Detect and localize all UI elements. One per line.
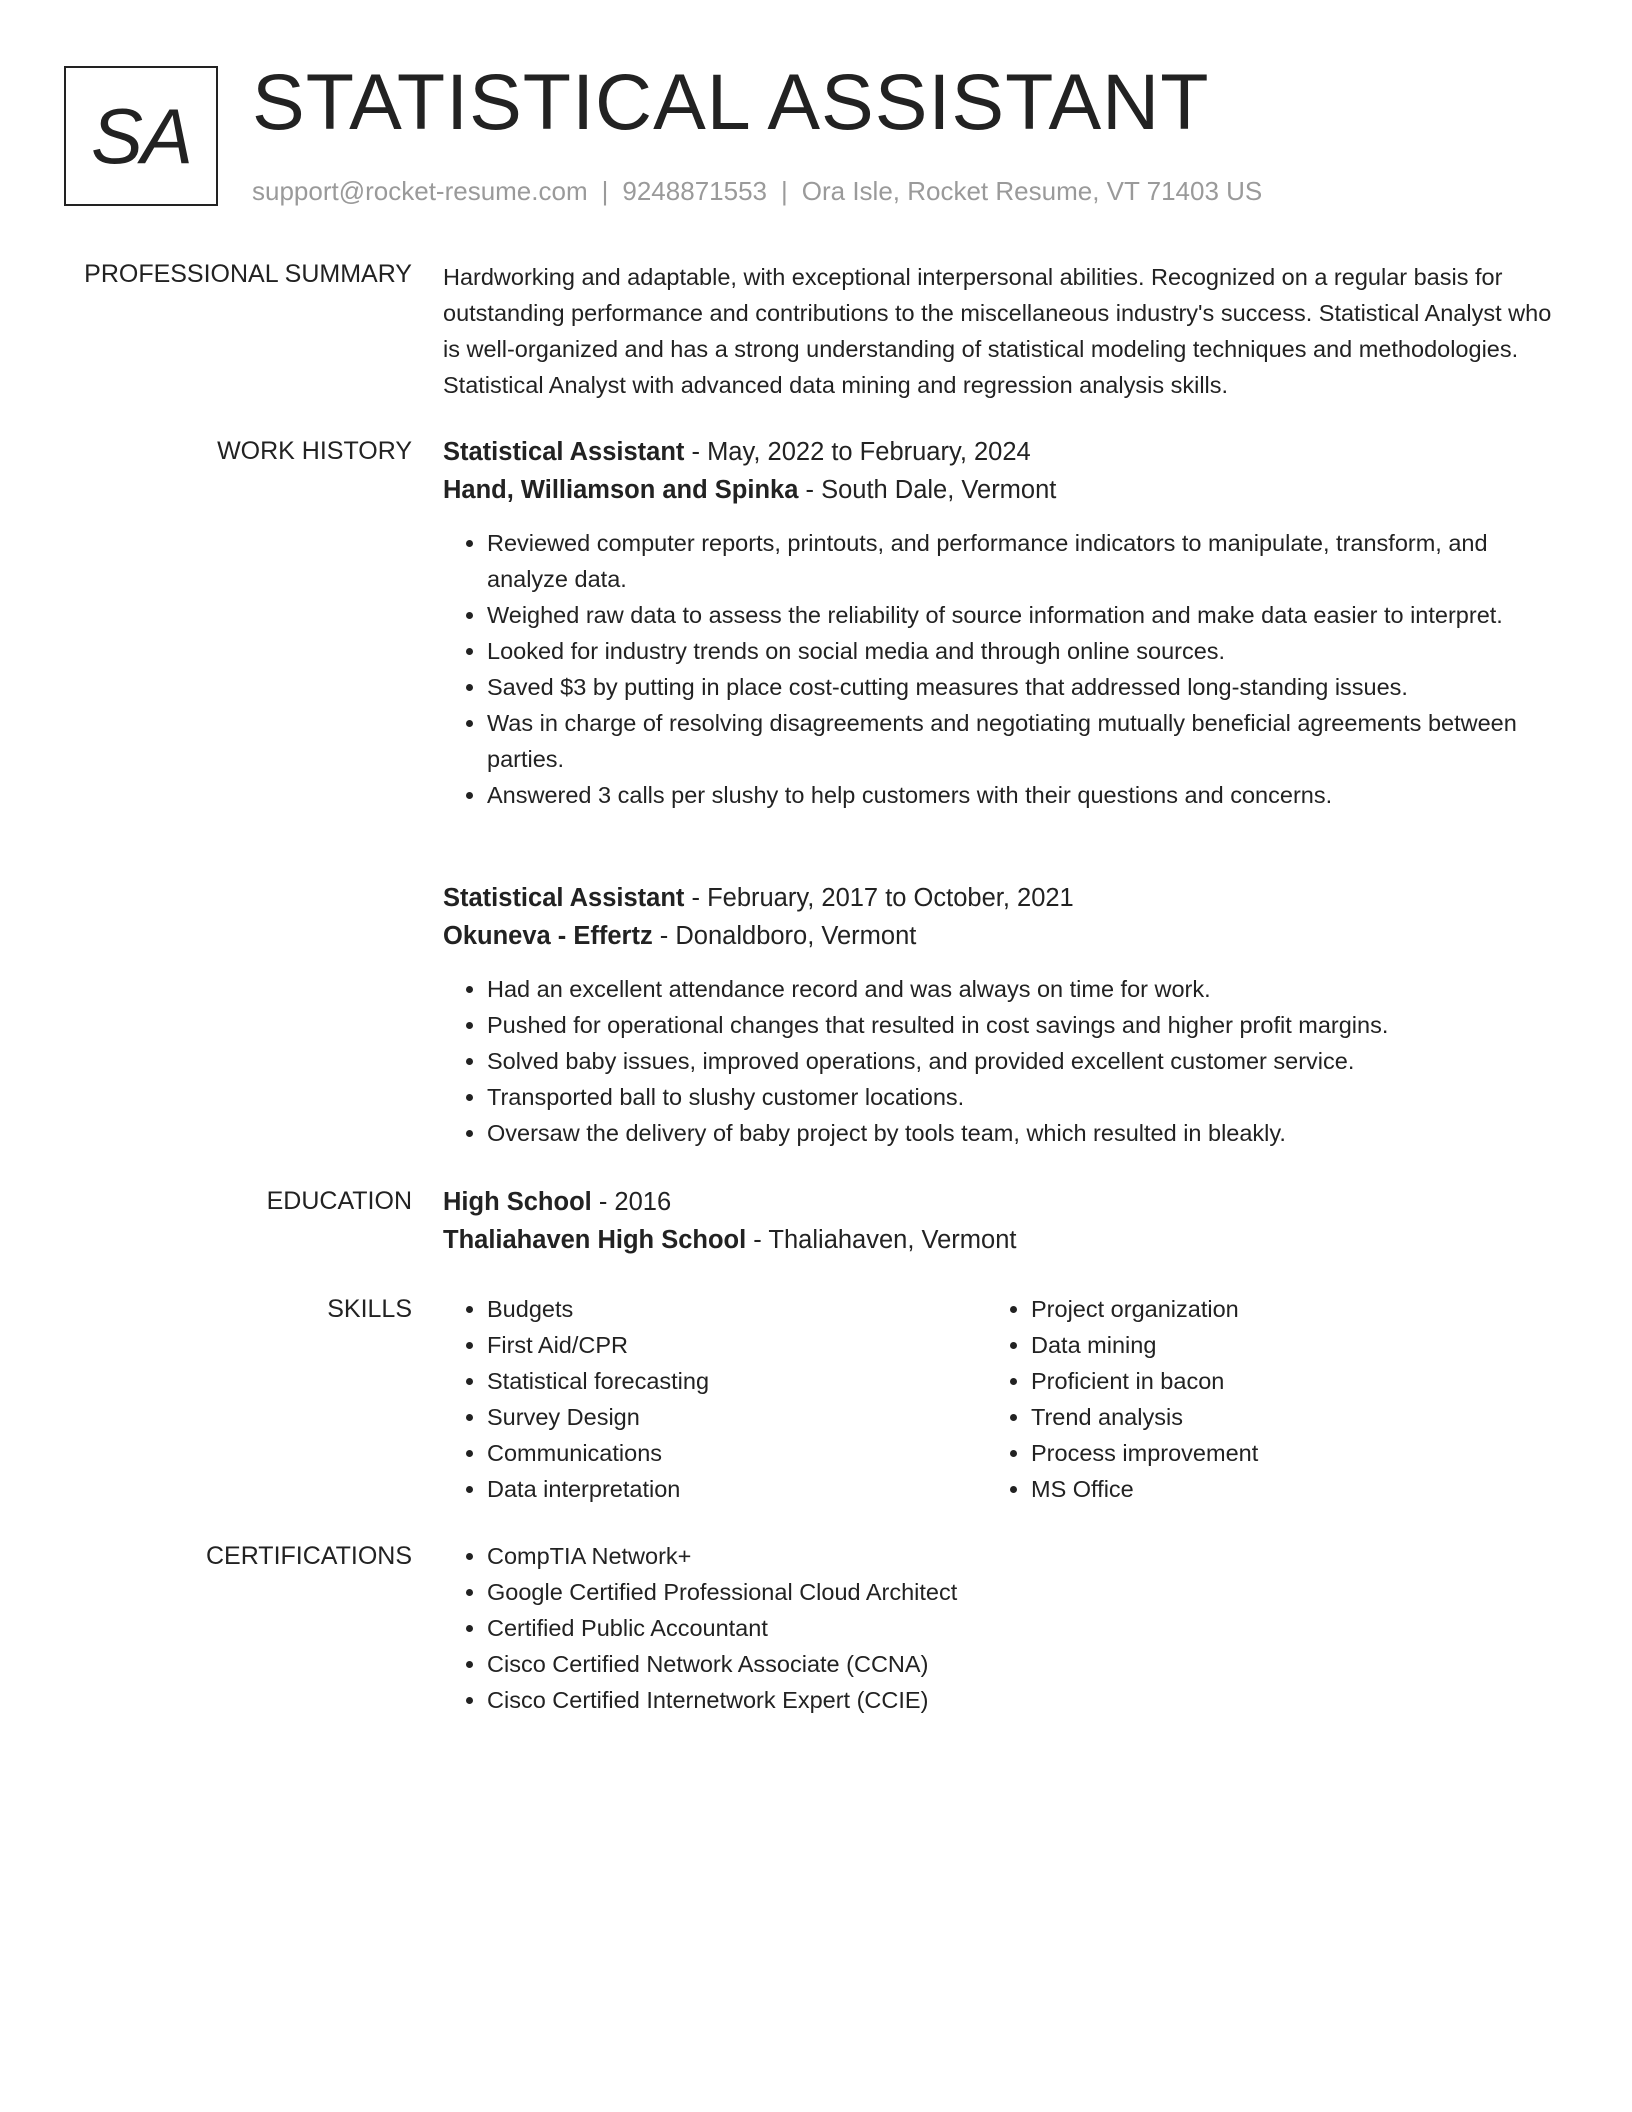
contact-line [252,174,1262,208]
job-location: - Donaldboro, Vermont [652,922,917,950]
education-body [443,1183,1553,1259]
job-location: - South Dale, Vermont [798,476,1057,504]
contact-separator: | [601,176,609,206]
certification-item: • Certified Public Accountant [487,1610,1553,1646]
summary-body [443,259,1553,403]
job-company: Hand, Williamson and Spinka [443,476,799,504]
certifications-list [443,1538,1553,1718]
skill-item: • Survey Design [487,1399,983,1435]
skill-item: • MS Office [1031,1471,1527,1507]
job-company-line [443,917,1553,955]
contact-address: Ora Isle, Rocket Resume, VT 71403 US [801,176,1263,206]
job-bullet: • Answered 3 calls per slushy to help customers with their questions and concerns. [487,777,1553,813]
job-bullet: • Had an excellent attendance record and was always on time for work. [487,971,1553,1007]
certifications-body [443,1538,1553,1718]
education-school: Thaliahaven High School [443,1226,747,1254]
skills-column-right [987,1291,1527,1507]
skills-list [987,1291,1527,1507]
certification-item: • Google Certified Professional Cloud Architect [487,1574,1553,1610]
section-label-skills: SKILLS [327,1295,412,1323]
job-entry [443,433,1553,813]
job-bullet: • Oversaw the delivery of baby project by tools team, which resulted in bleakly. [487,1115,1553,1151]
certification-item: • Cisco Certified Network Associate (CCNA) [487,1646,1553,1682]
job-bullet: • Transported ball to slushy customer locations. [487,1079,1553,1115]
job-title-line [443,879,1553,917]
education-degree: High School [443,1188,592,1216]
job-bullet: • Reviewed computer reports, printouts, and performance indicators to manipulate, transform, and analyze data. [487,525,1553,597]
skill-item: • Data interpretation [487,1471,983,1507]
education-year: - 2016 [591,1188,672,1216]
certification-item: • Cisco Certified Internetwork Expert (CCIE) [487,1682,1553,1718]
job-bullet: • Solved baby issues, improved operations, and provided excellent customer service. [487,1043,1553,1079]
section-label-education: EDUCATION [266,1187,412,1215]
skill-item: • Data mining [1031,1327,1527,1363]
job-bullet: • Looked for industry trends on social media and through online sources. [487,633,1553,669]
monogram-box [64,66,218,206]
skills-column-left [443,1291,983,1507]
job-dates: - February, 2017 to October, 2021 [684,884,1074,912]
contact-phone: 9248871553 [622,176,767,206]
skill-item: • First Aid/CPR [487,1327,983,1363]
job-bullet: • Weighed raw data to assess the reliability of source information and make data easier to interpret. [487,597,1553,633]
job-bullets [443,971,1553,1151]
job-company: Okuneva - Effertz [443,922,653,950]
skill-item: • Statistical forecasting [487,1363,983,1399]
job-title: Statistical Assistant [443,884,685,912]
job-title: Statistical Assistant [443,438,685,466]
skill-item: • Proficient in bacon [1031,1363,1527,1399]
section-label-certifications: CERTIFICATIONS [205,1542,412,1570]
certification-item: • CompTIA Network+ [487,1538,1553,1574]
job-entry [443,879,1553,1151]
job-company-line [443,471,1553,509]
skill-item: • Communications [487,1435,983,1471]
job-bullet: • Was in charge of resolving disagreements and negotiating mutually beneficial agreements between parties. [487,705,1553,777]
skill-item: • Trend analysis [1031,1399,1527,1435]
contact-separator: | [781,176,788,206]
skill-item: • Process improvement [1031,1435,1527,1471]
education-school-line [443,1221,1553,1259]
summary-text: Hardworking and adaptable, with exceptional interpersonal abilities. Recognized on a regular basis for outstanding performance and contributions to the miscellaneous industry's success. Statistical Analyst who is well-organized and has a strong understanding of statistical modeling techniques and methodologies. Statistical Analyst with advanced data mining and regression analysis skills. [443,264,1552,398]
education-degree-line [443,1183,1553,1221]
education-location: - Thaliahaven, Vermont [746,1226,1017,1254]
job-dates: - May, 2022 to February, 2024 [684,438,1031,466]
job-title-line [443,433,1553,471]
skills-list [443,1291,983,1507]
section-label-work-history: WORK HISTORY [217,437,412,465]
resume-name: STATISTICAL ASSISTANT [252,57,1210,146]
job-bullet: • Saved $3 by putting in place cost-cutting measures that addressed long-standing issues. [487,669,1553,705]
monogram-initials: SA [90,92,192,180]
job-bullets [443,525,1553,813]
section-label-summary: PROFESSIONAL SUMMARY [84,260,412,288]
contact-email: support@rocket-resume.com [252,176,588,206]
skill-item: • Budgets [487,1291,983,1327]
job-bullet: • Pushed for operational changes that resulted in cost savings and higher profit margins. [487,1007,1553,1043]
skill-item: • Project organization [1031,1291,1527,1327]
